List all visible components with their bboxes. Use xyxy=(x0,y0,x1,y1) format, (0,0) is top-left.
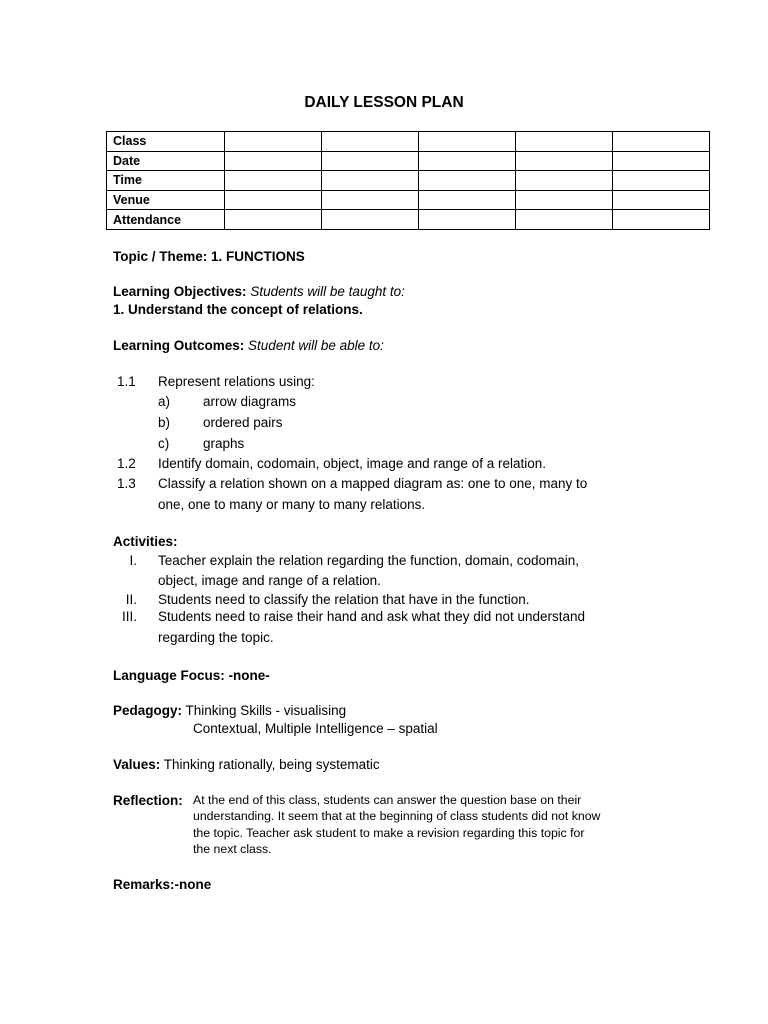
info-cell[interactable] xyxy=(322,210,419,230)
reflection-label: Reflection: xyxy=(113,793,183,808)
info-cell[interactable] xyxy=(419,132,516,152)
objective-item: 1. Understand the concept of relations. xyxy=(113,302,363,317)
info-cell[interactable] xyxy=(516,190,613,210)
values-label: Values: xyxy=(113,757,161,772)
info-row xyxy=(107,190,710,210)
outcome-text: one, one to many or many to many relations. xyxy=(158,497,426,512)
outcomes-line xyxy=(113,336,384,355)
info-cell[interactable] xyxy=(419,171,516,191)
activity-text: Students need to classify the relation that have in the function. xyxy=(158,592,530,607)
pedagogy-line2: Contextual, Multiple Intelligence – spatial xyxy=(193,721,438,736)
info-row xyxy=(107,210,710,230)
info-cell[interactable] xyxy=(516,171,613,191)
outcome-number: c) xyxy=(158,436,170,451)
pedagogy-line xyxy=(113,701,346,720)
activity-number: II. xyxy=(125,592,137,607)
topic-label: Topic / Theme: xyxy=(113,249,208,264)
activities-label: Activities: xyxy=(113,534,178,549)
activity-text: Teacher explain the relation regarding the function, domain, codomain, xyxy=(158,553,580,568)
page-title: DAILY LESSON PLAN xyxy=(304,94,464,111)
info-cell[interactable] xyxy=(613,132,710,152)
reflection-line: understanding. It seem that at the beginning of class students did not know xyxy=(193,809,601,823)
info-cell[interactable] xyxy=(322,151,419,171)
class-info-table xyxy=(106,131,710,230)
objectives-line xyxy=(113,282,405,301)
info-cell[interactable] xyxy=(225,151,322,171)
objectives-intro: Students will be taught to: xyxy=(250,284,405,299)
outcome-text: Identify domain, codomain, object, image and range of a relation. xyxy=(158,456,546,471)
info-row-label: Venue xyxy=(107,190,225,210)
info-cell[interactable] xyxy=(322,171,419,191)
info-row-label: Time xyxy=(107,171,225,191)
topic-value: 1. FUNCTIONS xyxy=(211,249,305,264)
remarks-value: -none xyxy=(174,877,212,892)
info-row-label: Date xyxy=(107,151,225,171)
activity-text: regarding the topic. xyxy=(158,630,274,645)
outcome-number: 1.1 xyxy=(117,374,136,389)
info-cell[interactable] xyxy=(419,151,516,171)
info-cell[interactable] xyxy=(225,210,322,230)
pedagogy-line1: Thinking Skills - visualising xyxy=(185,703,347,718)
info-cell[interactable] xyxy=(419,190,516,210)
outcome-number: b) xyxy=(158,415,171,430)
outcome-text: arrow diagrams xyxy=(203,394,297,409)
info-cell[interactable] xyxy=(225,190,322,210)
objectives-label: Learning Objectives: xyxy=(113,284,247,299)
info-cell[interactable] xyxy=(613,190,710,210)
reflection-line: the next class. xyxy=(193,842,272,856)
activity-number: III. xyxy=(121,609,137,624)
outcome-text: Classify a relation shown on a mapped diagram as: one to one, many to xyxy=(158,476,588,491)
info-cell[interactable] xyxy=(613,210,710,230)
pedagogy-label: Pedagogy: xyxy=(113,703,183,718)
language-focus-line xyxy=(113,666,270,685)
remarks-line xyxy=(113,875,211,894)
reflection-line: the topic. Teacher ask student to make a revision regarding this topic for xyxy=(193,826,585,840)
values-line xyxy=(113,755,380,774)
outcome-number: 1.2 xyxy=(117,456,136,471)
activity-number: I. xyxy=(129,553,137,568)
info-row xyxy=(107,171,710,191)
info-cell[interactable] xyxy=(516,210,613,230)
values-value: Thinking rationally, being systematic xyxy=(163,757,380,772)
info-cell[interactable] xyxy=(419,210,516,230)
outcomes-label: Learning Outcomes: xyxy=(113,338,245,353)
info-cell[interactable] xyxy=(613,151,710,171)
info-row-label: Class xyxy=(107,132,225,152)
language-focus-value: -none- xyxy=(228,668,270,683)
outcome-text: Represent relations using: xyxy=(158,374,315,389)
info-cell[interactable] xyxy=(516,132,613,152)
topic-line xyxy=(113,247,305,266)
outcome-text: graphs xyxy=(203,436,245,451)
outcome-number: 1.3 xyxy=(117,476,136,491)
reflection-line: At the end of this class, students can answer the question base on their xyxy=(193,793,582,807)
info-cell[interactable] xyxy=(225,132,322,152)
info-cell[interactable] xyxy=(225,171,322,191)
outcomes-intro: Student will be able to: xyxy=(248,338,384,353)
info-row xyxy=(107,132,710,152)
outcome-number: a) xyxy=(158,394,171,409)
info-row xyxy=(107,151,710,171)
remarks-label: Remarks: xyxy=(113,877,175,892)
activity-text: object, image and range of a relation. xyxy=(158,573,381,588)
info-cell[interactable] xyxy=(516,151,613,171)
info-cell[interactable] xyxy=(322,190,419,210)
info-row-label: Attendance xyxy=(107,210,225,230)
activity-text: Students need to raise their hand and ask what they did not understand xyxy=(158,609,586,624)
outcome-text: ordered pairs xyxy=(203,415,283,430)
info-cell[interactable] xyxy=(322,132,419,152)
language-focus-label: Language Focus: xyxy=(113,668,225,683)
info-cell[interactable] xyxy=(613,171,710,191)
